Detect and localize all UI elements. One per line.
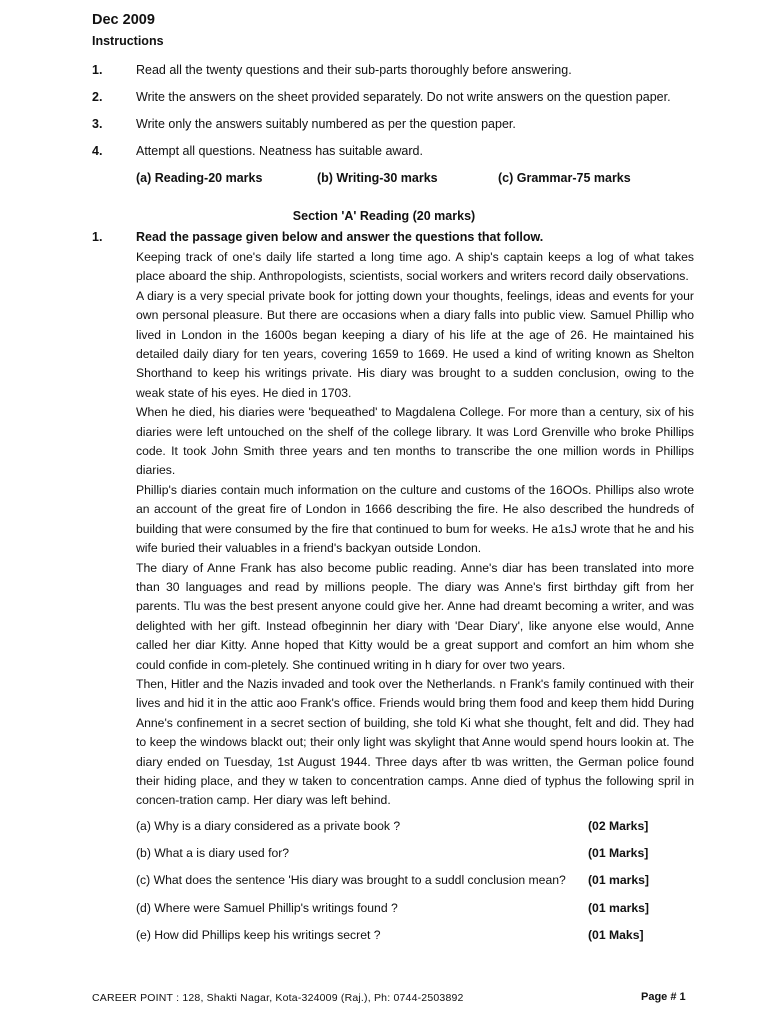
sub-question-marks: (02 Marks]: [588, 819, 649, 833]
sub-question-text: (e) How did Phillips keep his writings secret ?: [136, 928, 381, 942]
sub-question-marks: (01 marks]: [588, 873, 649, 887]
instruction-number: 4.: [92, 144, 103, 158]
instruction-text: Write the answers on the sheet provided separately. Do not write answers on the question paper.: [136, 90, 671, 104]
passage-paragraph: The diary of Anne Frank has also become public reading. Anne's diar has been translated into more than 30 languages and read by millions people. The diary was Anne's first birthday gift from her parents. Tlu was the best present anyone could give her. Anne had dreamt becoming a writer, and was delighted with her gift. Instead ofbeginnin her diary with 'Dear Diary', like anyone else would, Anne called her diar Kitty. Anne hoped that Kitty would be a great support and comfort an him whom she could confide in com-pletely. She continued writing in h diary for over two years.: [136, 560, 694, 672]
grammar-marks: (c) Grammar-75 marks: [498, 171, 631, 185]
passage-paragraph: Phillip's diaries contain much information on the culture and customs of the 16OOs. Phillips also wrote an account of the great fire of London in 1666 describing the fire. He also described the hundreds of building that were consumed by the fire that continued to bum for weeks. He a1sJ wrote that he and his wife buried their valuables in a friend's backyan outside London.: [136, 482, 694, 556]
sub-question-text: (c) What does the sentence 'His diary was brought to a suddl conclusion mean?: [136, 873, 566, 887]
sub-question-marks: (01 marks]: [588, 901, 649, 915]
instructions-heading: Instructions: [92, 34, 164, 48]
sub-question-text: (b) What a is diary used for?: [136, 846, 290, 860]
instruction-text: Read all the twenty questions and their sub-parts thoroughly before answering.: [136, 63, 572, 77]
question-number: 1.: [92, 230, 103, 244]
passage-paragraph: Keeping track of one's daily life started a long time ago. A ship's captain keeps a log of what takes place aboard the ship. Anthropologists, scientists, social workers and writers record daily observations.: [136, 250, 694, 284]
sub-question-text: (a) Why is a diary considered as a private book ?: [136, 819, 401, 833]
instruction-number: 2.: [92, 90, 103, 104]
instruction-text: Attempt all questions. Neatness has suitable award.: [136, 144, 423, 158]
passage-paragraph: Then, Hitler and the Nazis invaded and took over the Netherlands. n Frank's family continued with their lives and hid it in the attic aoo Frank's office. Friends would bring them food and keep them hidd During Anne's confinement in a secret section of building, she told Ki what she thought, felt and did. They had to keep the windows blackt out; their only light was skylight that Anne would spend hours lookin at. The diary ended on Tuesday, 1st August 1944. Three days after tb was written, the German police found their hiding place, and they w taken to concentration camps. Anne died of typhus the following spril in concen-tration camp. Her diary was left behind.: [136, 676, 694, 808]
sub-question-marks: (01 Marks]: [588, 846, 649, 860]
passage-paragraph: A diary is a very special private book for jotting down your thoughts, feelings, ideas and events for your own personal pleasure. But there are occasions when a diary falls into public view. Samuel Phillip who lived in London in the 1600s began keeping a diary of his life at the age of 26. He maintained his detailed daily diary for ten years, covering 1659 to 1669. He used a kind of writing known as Shelton Shorthand to keep his writings private. His diary was brought to a sudden conclusion, owing to the weak state of his eyes. He died in 1703.: [136, 288, 694, 400]
reading-passage: [136, 248, 694, 811]
instruction-number: 3.: [92, 117, 103, 131]
reading-marks: (a) Reading-20 marks: [136, 171, 263, 185]
instruction-text: Write only the answers suitably numbered as per the question paper.: [136, 117, 516, 131]
writing-marks: (b) Writing-30 marks: [317, 171, 438, 185]
exam-date-heading: Dec 2009: [92, 12, 155, 28]
sub-question-marks: (01 Maks]: [588, 928, 644, 942]
passage-paragraph: When he died, his diaries were 'bequeathed' to Magdalena College. For more than a century, six of his diaries were left untouched on the shelf of the college library. It was Lord Grenville who broke Phillips code. It took John Smith three years and ten months to transcribe the one million words in Phillips diaries.: [136, 405, 694, 478]
sub-question-text: (d) Where were Samuel Phillip's writings found ?: [136, 901, 398, 915]
footer-address: CAREER POINT : 128, Shakti Nagar, Kota-324009 (Raj.), Ph: 0744-2503892: [92, 992, 464, 1004]
instruction-number: 1.: [92, 63, 103, 77]
question-prompt: Read the passage given below and answer the questions that follow.: [136, 230, 544, 244]
page-number: Page # 1: [641, 991, 686, 1003]
section-title: Section 'A' Reading (20 marks): [292, 209, 476, 223]
